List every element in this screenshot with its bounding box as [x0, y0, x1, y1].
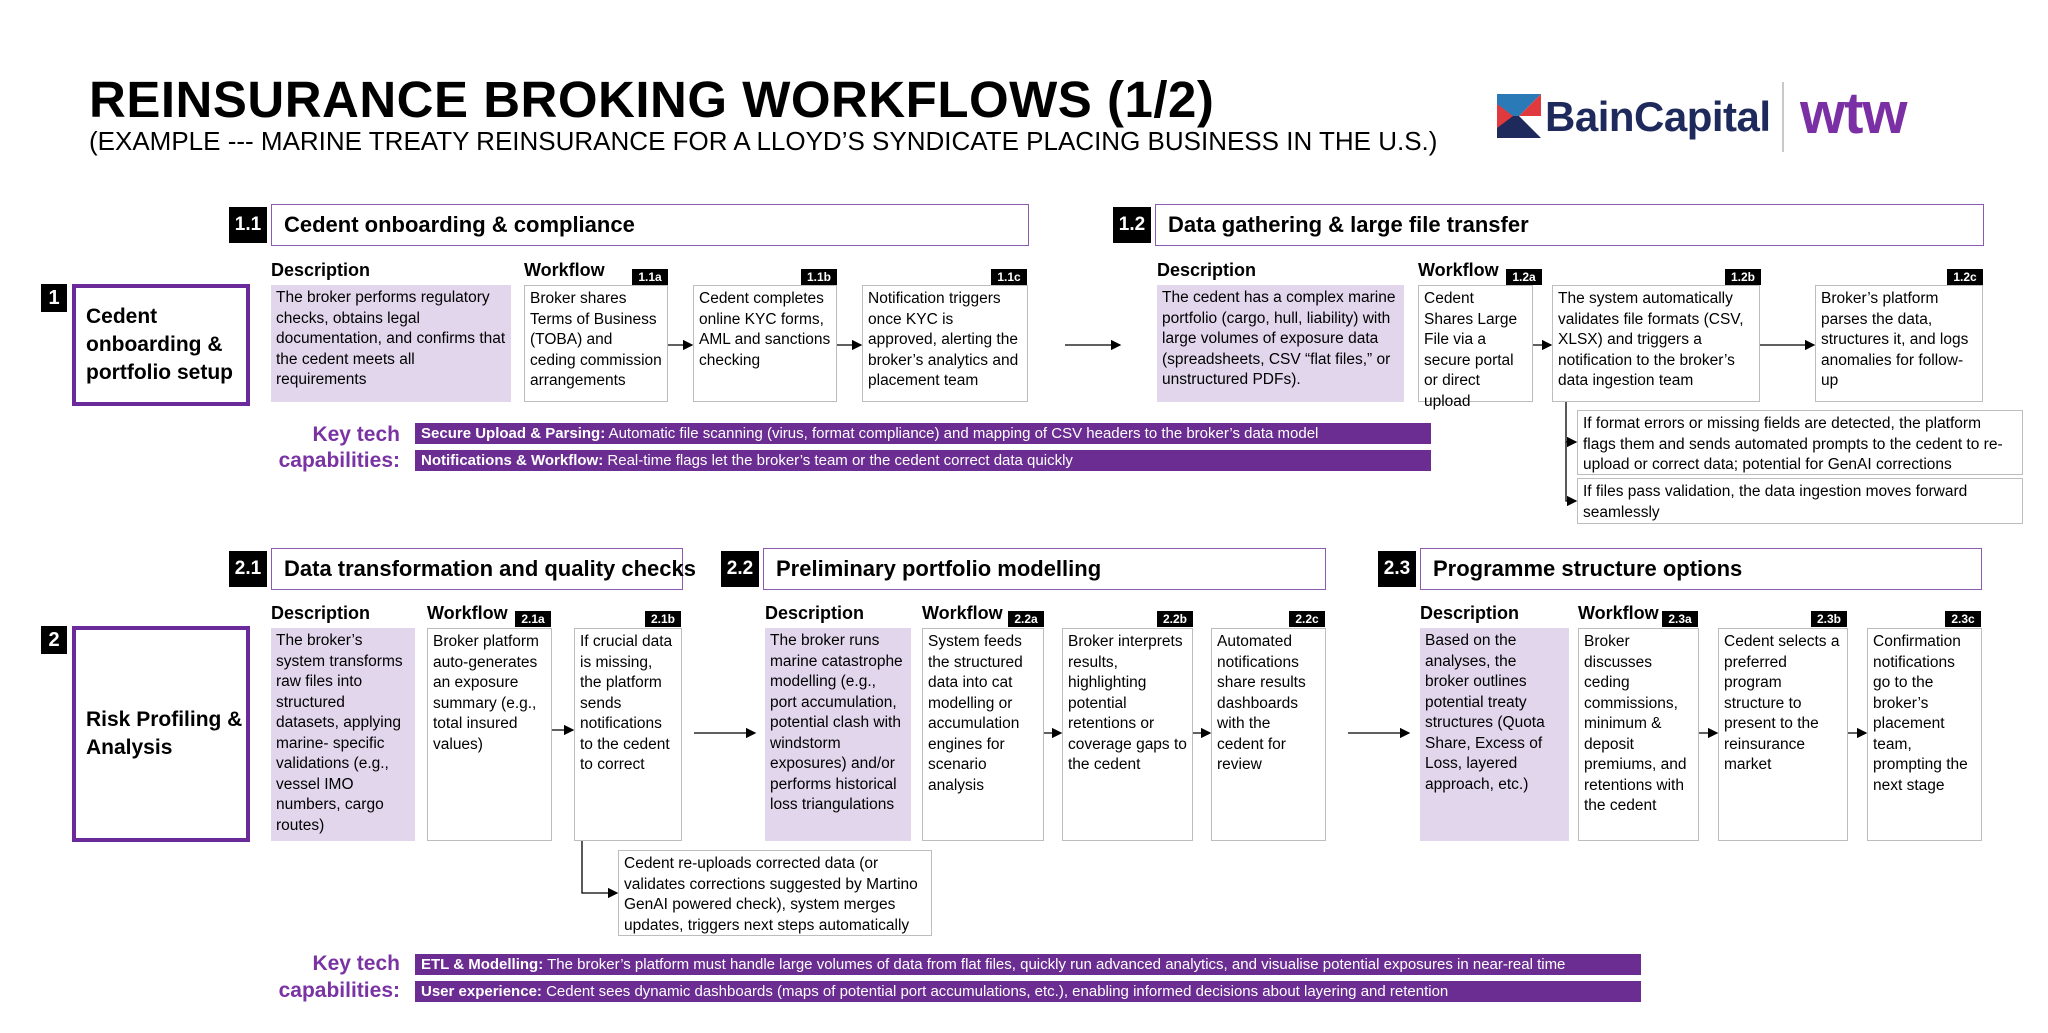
- step-1-2b-tag: 1.2b: [1725, 269, 1761, 285]
- step-1-1c-tag: 1.1c: [991, 269, 1027, 285]
- step-2-1a-tag: 2.1a: [515, 611, 551, 627]
- section-2-2-description-header: Description: [765, 603, 865, 623]
- step-2-2c-tag: 2.2c: [1289, 611, 1325, 627]
- arrow-branch-errors: [1566, 402, 1576, 442]
- keytech-2-label-line2: capabilities:: [278, 979, 400, 1002]
- step-1-1b-box: Cedent completes online KYC forms, AML and sanctions checking: [693, 285, 837, 402]
- step-2-2a-box: System feeds the structured data into cat modelling or accumulation engines for scenario analysis: [922, 628, 1044, 841]
- section-2-3-title: Programme structure options: [1420, 548, 1982, 590]
- section-1-2-badge: 1.2: [1113, 207, 1151, 243]
- step-2-3b-tag: 2.3b: [1811, 611, 1847, 627]
- row-1-number-badge: 1: [41, 284, 67, 312]
- row-2-label: Risk Profiling & Analysis: [72, 626, 250, 842]
- step-1-2c-box: Broker’s platform parses the data, structures it, and logs anomalies for follow-up: [1815, 285, 1983, 402]
- section-1-2-title: Data gathering & large file transfer: [1155, 204, 1984, 246]
- bain-capital-logo-text: BainCapital: [1545, 93, 1771, 140]
- section-1-2-description-header: Description: [1157, 260, 1257, 280]
- keytech-bar-etl-modelling: ETL & Modelling: The broker’s platform must handle large volumes of data from flat files, quickly run advanced analytics, and visualise potential exposures in near-real time: [415, 954, 1641, 975]
- keytech-1-label-line2: capabilities:: [278, 449, 400, 472]
- section-1-2-description: The cedent has a complex marine portfolio (cargo, hull, liability) with large volumes of exposure data (spreadsheets, CSV “flat files,” or unstructured PDFs).: [1157, 285, 1404, 402]
- section-1-1-title: Cedent onboarding & compliance: [271, 204, 1029, 246]
- section-1-1-description-header: Description: [271, 260, 371, 280]
- row-2-number-badge: 2: [41, 626, 67, 654]
- keytech-bar-notifications: Notifications & Workflow: Real-time flags let the broker’s team or the cedent correct data quickly: [415, 450, 1431, 471]
- section-2-3-description-header: Description: [1420, 603, 1520, 623]
- step-2-2c-box: Automated notifications share results dashboards with the cedent for review: [1211, 628, 1326, 841]
- keytech-2-label-line1: Key tech: [312, 952, 400, 975]
- step-2-1b-tag: 2.1b: [645, 611, 681, 627]
- arrow-branch-reupload: [582, 841, 617, 893]
- branch-reupload-box: Cedent re-uploads corrected data (or validates corrections suggested by Martino GenAI powered check), system merges updates, triggers next steps automatically: [618, 850, 932, 936]
- branch-format-errors-box: If format errors or missing fields are detected, the platform flags them and sends automated prompts to the cedent to re-upload or correct data; potential for GenAI corrections: [1577, 410, 2023, 475]
- keytech-bar-user-experience: User experience: Cedent sees dynamic dashboards (maps of potential port accumulations, etc.), enabling informed decisions about layering and retention: [415, 981, 1641, 1002]
- step-2-1a-box: Broker platform auto-generates an exposure summary (e.g., total insured values): [427, 628, 552, 841]
- step-2-3c-box: Confirmation notifications go to the broker’s placement team, prompting the next stage: [1867, 628, 1982, 841]
- step-1-1a-box: Broker shares Terms of Business (TOBA) and ceding commission arrangements: [524, 285, 668, 402]
- keytech-1-label-line1: Key tech: [312, 423, 400, 446]
- step-1-2a-box: Cedent Shares Large File via a secure portal or direct upload: [1418, 285, 1533, 402]
- section-1-1-description: The broker performs regulatory checks, obtains legal documentation, and confirms that the cedent meets all requirements: [271, 285, 511, 402]
- step-2-1b-box: If crucial data is missing, the platform sends notifications to the cedent to correct: [574, 628, 682, 841]
- section-1-1-workflow-header: Workflow: [524, 260, 605, 280]
- step-2-2a-tag: 2.2a: [1008, 611, 1044, 627]
- section-2-2-description: The broker runs marine catastrophe modelling (e.g., port accumulation, potential clash with windstorm exposures) and/or performs historical loss triangulations: [765, 628, 911, 841]
- step-2-3a-box: Broker discusses ceding commissions, minimum & deposit premiums, and retentions with the cedent: [1578, 628, 1699, 841]
- section-2-1-description-header: Description: [271, 603, 371, 623]
- arrow-branch-pass: [1566, 442, 1576, 501]
- page-title: REINSURANCE BROKING WORKFLOWS (1/2): [89, 71, 1215, 128]
- section-2-2-title: Preliminary portfolio modelling: [763, 548, 1326, 590]
- step-1-2a-tag: 1.2a: [1506, 269, 1542, 285]
- row-1-label: Cedent onboarding & portfolio setup: [72, 284, 250, 406]
- wtw-logo: wtw: [1800, 81, 1907, 146]
- step-1-1c-box: Notification triggers once KYC is approved, alerting the broker’s analytics and placement team: [862, 285, 1028, 402]
- section-2-1-title: Data transformation and quality checks: [271, 548, 683, 590]
- step-1-1a-tag: 1.1a: [632, 269, 668, 285]
- page-subtitle: (EXAMPLE --- MARINE TREATY REINSURANCE FOR A LLOYD’S SYNDICATE PLACING BUSINESS IN THE U.S.): [89, 126, 1438, 156]
- step-2-3b-box: Cedent selects a preferred program structure to present to the reinsurance market: [1718, 628, 1848, 841]
- section-1-1-badge: 1.1: [229, 207, 267, 243]
- step-2-3c-tag: 2.3c: [1945, 611, 1981, 627]
- step-2-3a-tag: 2.3a: [1662, 611, 1698, 627]
- section-2-2-badge: 2.2: [721, 551, 759, 587]
- section-1-2-workflow-header: Workflow: [1418, 260, 1499, 280]
- section-2-3-description: Based on the analyses, the broker outlines potential treaty structures (Quota Share, Excess of Loss, layered approach, etc.): [1420, 628, 1569, 841]
- section-2-1-description: The broker’s system transforms raw files into structured datasets, applying marine- specific validations (e.g., vessel IMO numbers, cargo routes): [271, 628, 415, 841]
- section-2-3-badge: 2.3: [1378, 551, 1416, 587]
- keytech-bar-secure-upload: Secure Upload & Parsing: Automatic file scanning (virus, format compliance) and mapping of CSV headers to the broker’s data model: [415, 423, 1431, 444]
- step-1-2b-box: The system automatically validates file formats (CSV, XLSX) and triggers a notification to the broker’s data ingestion team: [1552, 285, 1760, 402]
- section-2-1-workflow-header: Workflow: [427, 603, 508, 623]
- section-2-2-workflow-header: Workflow: [922, 603, 1003, 623]
- section-2-3-workflow-header: Workflow: [1578, 603, 1659, 623]
- branch-validation-pass-box: If files pass validation, the data ingestion moves forward seamlessly: [1577, 478, 2023, 524]
- step-2-2b-tag: 2.2b: [1157, 611, 1193, 627]
- step-1-1b-tag: 1.1b: [801, 269, 837, 285]
- section-2-1-badge: 2.1: [229, 551, 267, 587]
- step-2-2b-box: Broker interprets results, highlighting potential retentions or coverage gaps to the cedent: [1062, 628, 1193, 841]
- step-1-2c-tag: 1.2c: [1947, 269, 1983, 285]
